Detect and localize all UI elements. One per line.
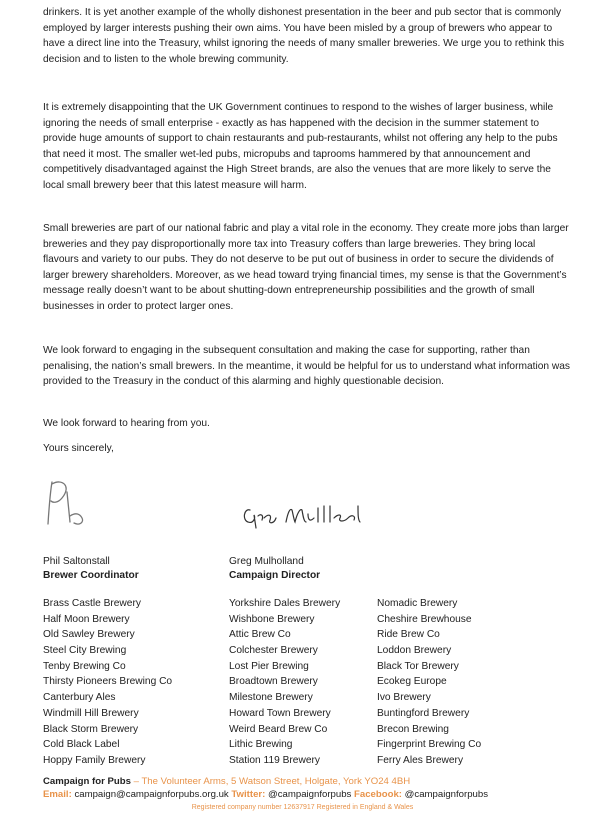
- footer-twitter-label: Twitter:: [231, 789, 266, 800]
- brewery-item: Wishbone Brewery: [229, 613, 315, 625]
- brewery-item: Brass Castle Brewery: [43, 598, 141, 609]
- brewery-item: Howard Town Brewery: [229, 707, 331, 719]
- brewery-item: Ride Brew Co: [377, 629, 440, 641]
- footer-twitter[interactable]: @campaignforpubs: [265, 789, 355, 800]
- signature-greg: [240, 500, 400, 534]
- brewery-item: Canterbury Ales: [43, 692, 116, 704]
- signatory-2-name: Greg Mulholland: [229, 556, 304, 567]
- footer-email-label: Email:: [43, 789, 72, 800]
- footer-contact-line: [43, 788, 488, 801]
- paragraph-5: We look forward to hearing from you.: [43, 418, 210, 429]
- brewery-item: Colchester Brewery: [229, 645, 318, 657]
- footer-facebook[interactable]: @campaignforpubs: [402, 789, 489, 800]
- footer-address: – The Volunteer Arms, 5 Watson Street, Holgate, York YO24 4BH: [130, 776, 411, 787]
- brewery-item: Nomadic Brewery: [377, 598, 458, 609]
- paragraph-4: We look forward to engaging in the subsequent consultation and making the case for supporting, rather than penalising, the nation’s small brewers. In the meantime, it would be helpful for us to understand what information was provided to the Treasury in the conduct of this alarming and highly questionable decision.: [43, 345, 571, 388]
- brewery-item: Cheshire Brewhouse: [377, 613, 472, 625]
- brewery-item: Half Moon Brewery: [43, 613, 130, 625]
- signatory-2-role: Campaign Director: [229, 570, 321, 581]
- signature-phil: [40, 476, 100, 538]
- brewery-item: Buntingford Brewery: [377, 707, 470, 719]
- brewery-item: Ferry Ales Brewery: [377, 754, 464, 766]
- brewery-item: Tenby Brewing Co: [43, 660, 126, 672]
- brewery-item: Yorkshire Dales Brewery: [229, 598, 341, 609]
- footer-org: Campaign for Pubs: [43, 776, 131, 787]
- brewery-item: Black Storm Brewery: [43, 723, 139, 735]
- footer-email[interactable]: campaign@campaignforpubs.org.uk: [71, 789, 232, 800]
- brewery-item: Lithic Brewing: [229, 739, 293, 751]
- paragraph-2: It is extremely disappointing that the UK Government continues to respond to the wishes of larger business, while ignoring the needs of small enterprise - exactly as has happened with the decision in the summer statement to provide huge amounts of support to chain restaurants and pub-restaurants, whilst not offering any help to the pubs that need it most. The smaller wet-led pubs, micropubs and taprooms hammered by that announcement and competitively disadvantaged against the High Street brands, are also the venues that are more likely to serve the local small brewery beer that this latest measure will harm.: [43, 102, 558, 191]
- brewery-item: Attic Brew Co: [229, 629, 291, 641]
- brewery-item: Ecokeg Europe: [377, 676, 447, 688]
- footer-registration: Registered company number 12637917 Registered in England & Wales: [191, 804, 414, 811]
- brewery-item: Brecon Brewing: [377, 723, 449, 735]
- brewery-item: Windmill Hill Brewery: [43, 707, 139, 719]
- brewery-item: Hoppy Family Brewery: [43, 754, 146, 766]
- brewery-column-3: [377, 596, 481, 769]
- brewery-item: Ivo Brewery: [377, 692, 431, 704]
- brewery-item: Thirsty Pioneers Brewing Co: [43, 676, 173, 688]
- brewery-item: Black Tor Brewery: [377, 660, 459, 672]
- brewery-item: Station 119 Brewery: [229, 754, 320, 766]
- paragraph-1: drinkers. It is yet another example of the wholly dishonest presentation in the beer and pub sector that is commonly employed by larger interests pushing their own aims. You have been misled by a group of brewers who appear to have a direct line into the Treasury, whilst ignoring the needs of many smaller breweries. We urge you to rethink this decision and to listen to the whole brewing community.: [43, 7, 565, 65]
- brewery-item: Cold Black Label: [43, 739, 120, 751]
- brewery-item: Milestone Brewery: [229, 692, 313, 704]
- signatory-1-role: Brewer Coordinator: [43, 570, 139, 581]
- paragraph-3: Small breweries are part of our national fabric and play a vital role in the economy. They create more jobs than larger breweries and they pay disproportionally more tax into Treasury coffers than large breweries. They bring local flavours and variety to our pubs. They do not deserve to be put out of business in order to secure the dividends of larger brewery shareholders. Moreover, as we head toward trying financial times, my sense is that the Government’s message really doesn’t want to be about shutting-down entrepreneurship possibilities and the growth of small businesses in order to protect larger ones.: [43, 223, 569, 312]
- brewery-item: Broadtown Brewery: [229, 676, 318, 688]
- brewery-item: Loddon Brewery: [377, 645, 452, 657]
- brewery-item: Old Sawley Brewery: [43, 629, 135, 641]
- footer-address-line: [43, 775, 410, 788]
- brewery-item: Lost Pier Brewing: [229, 660, 309, 672]
- brewery-column-1: [43, 596, 172, 769]
- closing: Yours sincerely,: [43, 443, 114, 454]
- brewery-column-2: [229, 596, 340, 769]
- brewery-item: Fingerprint Brewing Co: [377, 739, 482, 751]
- brewery-item: Steel City Brewing: [43, 645, 127, 657]
- brewery-item: Weird Beard Brew Co: [229, 723, 328, 735]
- footer-facebook-label: Facebook:: [354, 789, 402, 800]
- signatory-1-name: Phil Saltonstall: [43, 556, 110, 567]
